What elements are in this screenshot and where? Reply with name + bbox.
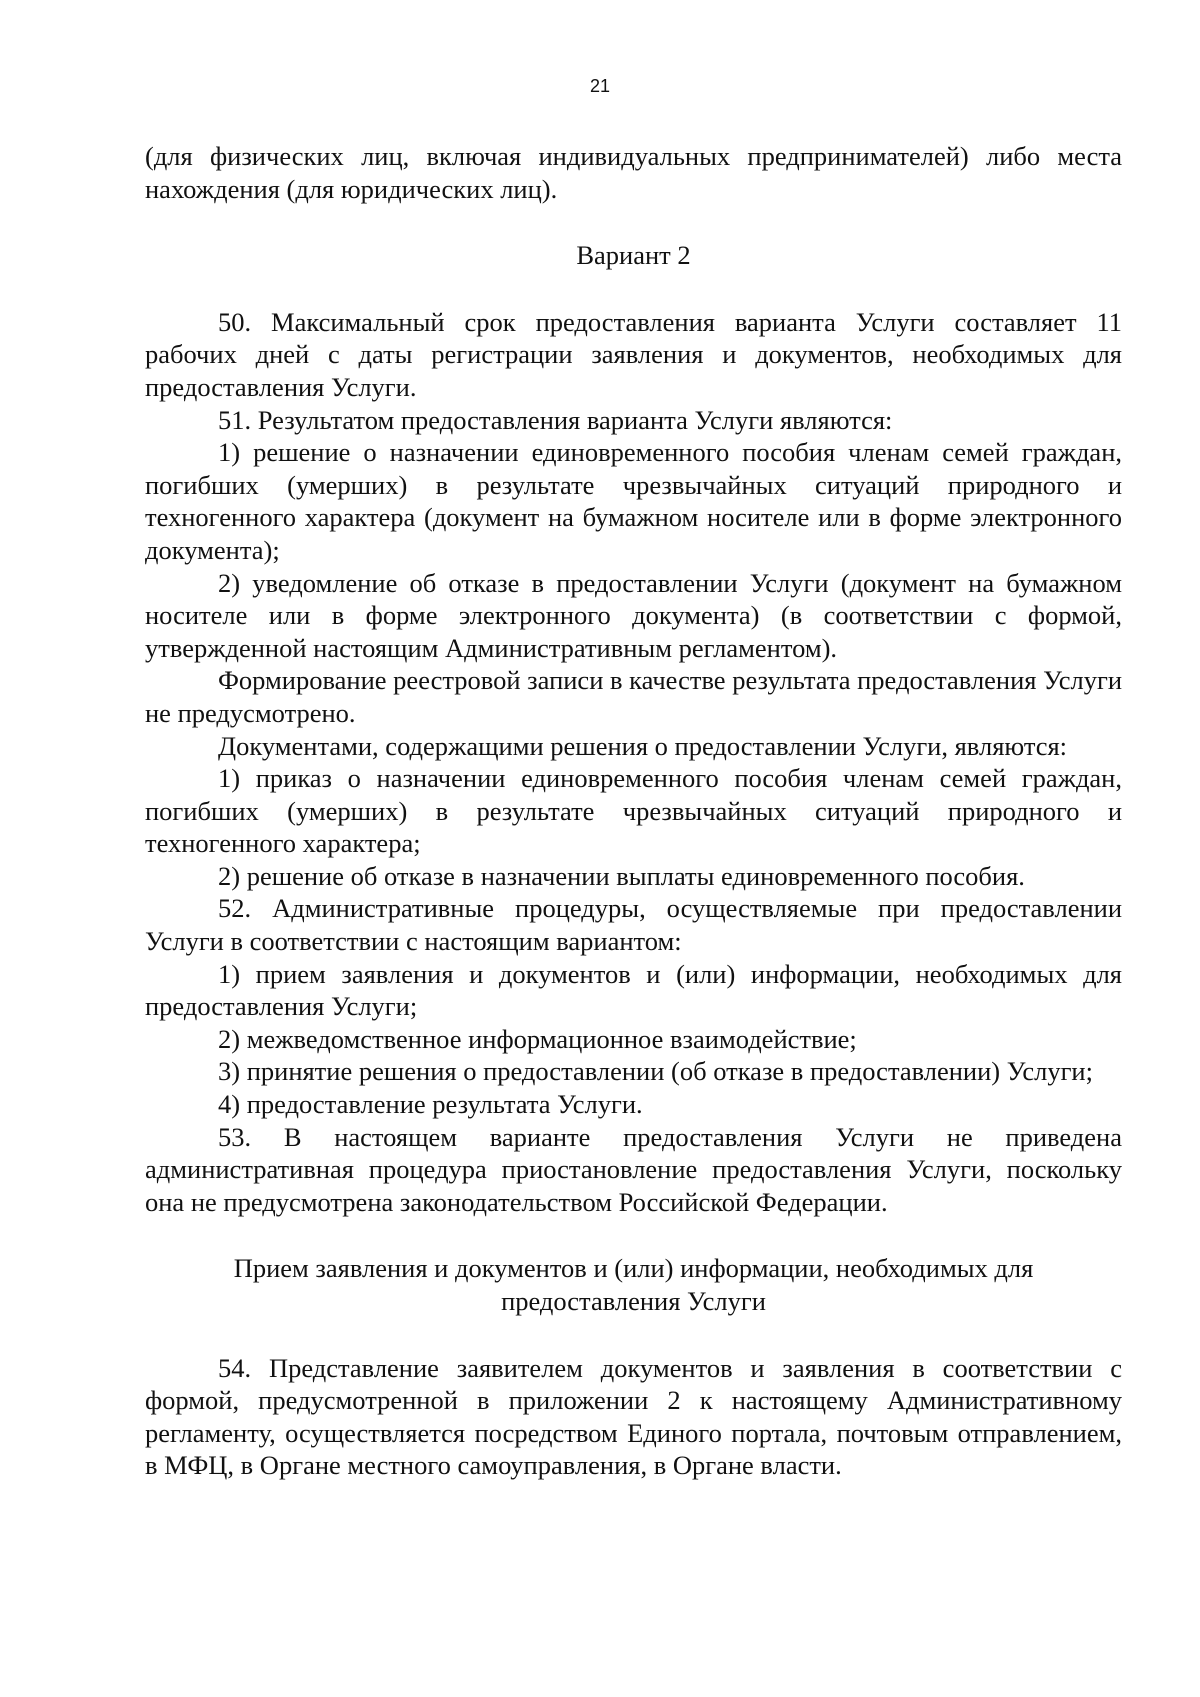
section-heading [145,1252,1122,1317]
paragraph-52-item-2: 2) межведомственное информационное взаимодействие; [218,1023,857,1054]
paragraph-51-item-1: 1) решение о назначении единовременного пособия членам семей граждан, погибших (умерших) в результате чрезвычайных ситуаций природного и техногенного характера (документ на бумажном носителе или в форме электронного документа); [145,437,1122,565]
variant-heading: Вариант 2 [576,240,691,271]
registry-paragraph: Формирование реестровой записи в качестве результата предоставления Услуги не предусмотрено. [145,665,1122,728]
paragraph-52-item-1: 1) прием заявления и документов и (или) информации, необходимых для предоставления Услуги; [145,958,1122,1022]
paragraph-52-item-3: 3) принятие решения о предоставлении (об отказе в предоставлении) Услуги; [218,1056,1093,1087]
documents-item-2: 2) решение об отказе в назначении выплаты единовременного пособия. [218,860,1025,891]
paragraph-52-item-4: 4) предоставление результата Услуги. [218,1089,643,1120]
page-number: 21 [589,76,611,96]
paragraph-52: 52. Административные процедуры, осуществляемые при предоставлении Услуги в соответствии с настоящим вариантом: [145,893,1122,957]
section-heading-line-2: предоставления Услуги [501,1286,766,1316]
paragraph-53: 53. В настоящем варианте предоставления Услуги не приведена административная процедура приостановление предоставления Услуги, поскольку она не предусмотрена законодательством Российской Федерации. [145,1121,1122,1217]
paragraph-54: 54. Представление заявителем документов и заявления в соответствии с формой, предусмотренной в приложении 2 к настоящему Административному регламенту, осуществляется посредством Единого портала, почтовым отправлением, в МФЦ, в Органе местного самоуправления, в Органе власти. [145,1352,1122,1481]
paragraph-51-item-2: 2) уведомление об отказе в предоставлении Услуги (документ на бумажном носителе или в форме электронного документа) (в соответствии с формой, утвержденной настоящим Административным регламентом). [145,567,1122,663]
paragraph-51: 51. Результатом предоставления варианта Услуги являются: [218,404,893,435]
documents-item-1: 1) приказ о назначении единовременного пособия членам семей граждан, погибших (умерших) в результате чрезвычайных ситуаций природного и техногенного характера; [145,763,1122,859]
section-heading-line-1: Прием заявления и документов и (или) информации, необходимых для [233,1253,1034,1284]
documents-paragraph: Документами, содержащими решения о предоставлении Услуги, являются: [218,730,1068,761]
paragraph-50: 50. Максимальный срок предоставления варианта Услуги составляет 11 рабочих дней с даты регистрации заявления и документов, необходимых для предоставления Услуги. [145,306,1122,402]
continuation-paragraph: (для физических лиц, включая индивидуальных предпринимателей) либо места нахождения (для юридических лиц). [145,141,1122,204]
document-body [145,140,1122,1482]
